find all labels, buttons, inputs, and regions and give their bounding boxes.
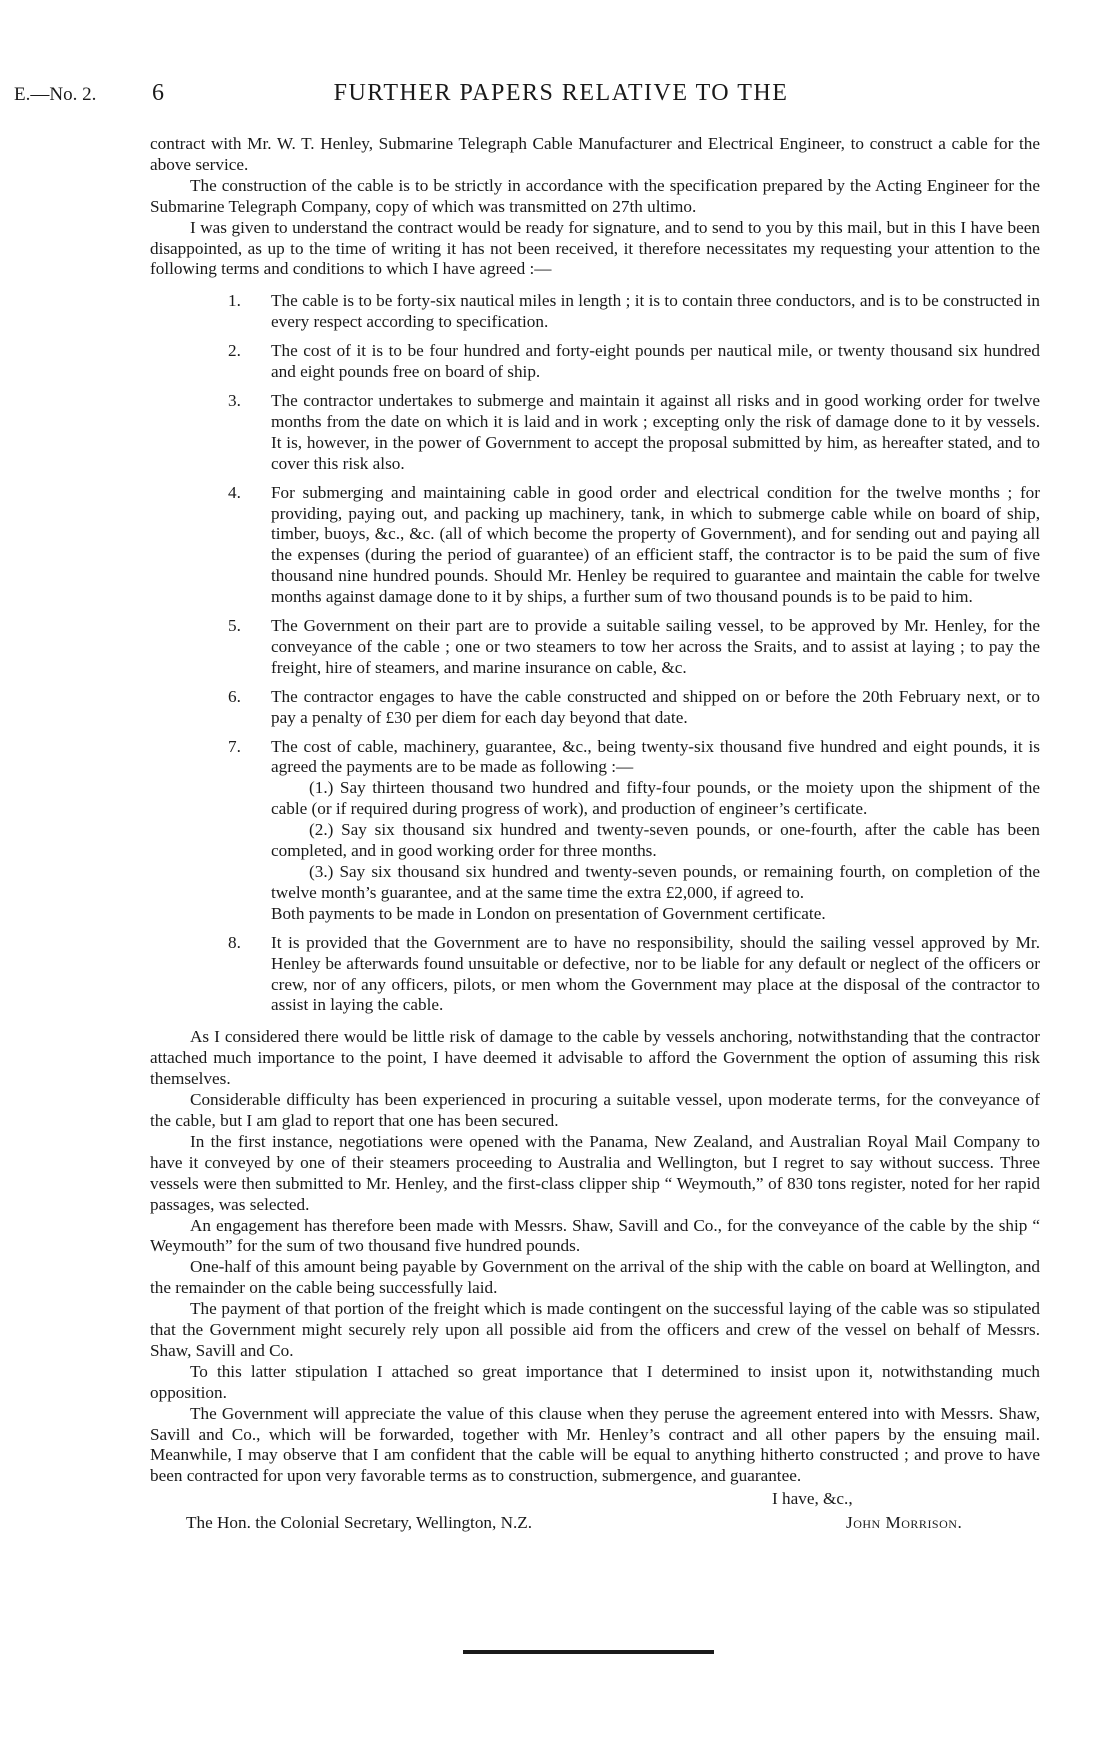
body-paragraph: In the first instance, negotiations were opened with the Panama, New Zealand, and Australian Royal Mail Company to have it conveyed by one of their steamers proceeding to Australia and Wellington, but I regret to say without success. Three vessels were then submitted to Mr. Henley, and the first-class clipper ship “ Weymouth,” of 830 tons register, noted for her rapid passages, was selected. — [150, 1131, 1040, 1214]
body-paragraph: As I considered there would be little risk of damage to the cable by vessels anchoring, notwithstanding that the contractor attached much importance to the point, I have deemed it advisable to afford the Government the option of assuming this risk themselves. — [150, 1027, 1040, 1089]
term-text: The cost of it is to be four hundred and forty-eight pounds per nautical mile, or twenty thousand six hundred and eight pounds free on board of ship. — [271, 341, 1040, 382]
term-item — [150, 483, 1040, 608]
body-paragraph: The Government will appreciate the value of this clause when they peruse the agreement entered into with Messrs. Shaw, Savill and Co., which will be forwarded, together with Mr. Henley’s contract and all other papers by the ensuing mail. Meanwhile, I may observe that I am confident that the cable will be equal to anything hitherto constructed ; and prove to have been contracted for upon very favorable terms as to construction, submergence, and guarantee. — [150, 1403, 1040, 1486]
term-number: 6. — [228, 686, 241, 706]
term-item — [150, 391, 1040, 475]
term-number: 3. — [228, 390, 241, 410]
term-item — [150, 933, 1040, 1017]
term-item — [150, 737, 1040, 925]
body-paragraph: To this latter stipulation I attached so great importance that I determined to insist upon it, notwithstanding much opposition. — [150, 1361, 1040, 1402]
term-text: The cost of cable, machinery, guarantee, &c., being twenty-six thousand five hundred and eight pounds, it is agreed the payments are to be made as following :— — [271, 736, 1040, 777]
signature: John Morrison. — [846, 1513, 963, 1533]
terms-list — [150, 291, 1040, 1016]
term-item — [150, 291, 1040, 333]
term-number: 7. — [228, 736, 241, 756]
body-paragraph: Considerable difficulty has been experienced in procuring a suitable vessel, upon moderate terms, for the conveyance of the cable, but I am glad to report that one has been secured. — [150, 1090, 1040, 1130]
payment-clause: (3.) Say six thousand six hundred and twenty-seven pounds, or remaining fourth, on completion of the twelve month’s guarantee, and at the same time the extra £2,000, if agreed to. — [271, 862, 1040, 902]
term-text: The Government on their part are to provide a suitable sailing vessel, to be approved by Mr. Henley, for the conveyance of the cable ; one or two steamers to tow her across the Sraits, and to assist at laying ; to pay the freight, hire of steamers, and marine insurance on cable, &c. — [271, 616, 1040, 677]
term-text: The contractor engages to have the cable constructed and shipped on or before the 20th February next, or to pay a penalty of £30 per diem for each day beyond that date. — [271, 686, 1040, 727]
body-paragraph: One-half of this amount being payable by Government on the arrival of the ship with the cable on board at Wellington, and the remainder on the cable being successfully laid. — [150, 1257, 1040, 1298]
term-number: 4. — [228, 482, 241, 502]
term-number: 5. — [228, 616, 241, 636]
term-item — [150, 616, 1040, 679]
term-item — [150, 687, 1040, 729]
term-text: For submerging and maintaining cable in good order and electrical condition for the twelve months ; for providing, paying out, and packing up machinery, tank, in which to submerge cable while on board of ship, timber, buoys, &c., &c. (all of which become the property of Government), and for sending out and paying all the expenses (during the period of guarantee) of an efficient staff, the contractor is to be paid the sum of five thousand nine hundred pounds. Should Mr. Henley be required to guarantee and maintain the cable for twelve months against damage done to it by ships, a further sum of two thousand pounds is to be paid to him. — [271, 482, 1040, 607]
term-number: 2. — [228, 341, 241, 361]
letter-closing — [150, 1489, 1040, 1535]
page-number: 6 — [152, 80, 164, 106]
term-item — [150, 341, 1040, 383]
payment-clause: (1.) Say thirteen thousand two hundred and fifty-four pounds, or the moiety upon the shipment of the cable (or if required during progress of work), and production of engineer’s certificate. — [271, 778, 1040, 819]
term-text: It is provided that the Government are to have no responsibility, should the sailing vessel approved by Mr. Henley be afterwards found unsuitable or defective, nor to be liable for any default or neglect of the officers or crew, nor of any officers, pilots, or men whom the Government may place at the disposal of the contractor to assist in laying the cable. — [271, 932, 1040, 1015]
page-header — [0, 80, 1114, 108]
term-text: The cable is to be forty-six nautical miles in length ; it is to contain three conductors, and is to be constructed in every respect according to specification. — [271, 291, 1040, 332]
term-number: 8. — [228, 932, 241, 952]
term-text: The contractor undertakes to submerge and maintain it against all risks and in good working order for twelve months from the date on which it is laid and in work ; excepting only the risk of damage done to it by vessels. It is, however, in the power of Government to accept the proposal submitted by him, as hereafter stated, and to cover this risk also. — [271, 390, 1040, 473]
intro-paragraph: I was given to understand the contract would be ready for signature, and to send to you by this mail, but in this I have been disappointed, as up to the time of writing it has not been received, it therefore necessitates my requesting your attention to the following terms and conditions to which I have agreed :— — [150, 217, 1040, 279]
salutation: I have, &c., — [772, 1489, 853, 1509]
addressee: The Hon. the Colonial Secretary, Wellington, N.Z. — [186, 1513, 533, 1533]
term-number: 1. — [228, 291, 241, 311]
body-paragraph: An engagement has therefore been made with Messrs. Shaw, Savill and Co., for the conveyance of the cable by the ship “ Weymouth” for the sum of two thousand five hundred pounds. — [150, 1215, 1040, 1256]
document-reference: E.—No. 2. — [14, 84, 97, 105]
payment-clause: (2.) Say six thousand six hundred and twenty-seven pounds, or one-fourth, after the cable has been completed, and in good working order for three months. — [271, 820, 1040, 861]
letter-body — [150, 134, 1040, 1535]
intro-paragraph: The construction of the cable is to be strictly in accordance with the specification prepared by the Acting Engineer for the Submarine Telegraph Company, copy of which was transmitted on 27th ultimo. — [150, 175, 1040, 216]
closing-rule — [463, 1650, 714, 1654]
body-paragraph: The payment of that portion of the freight which is made contingent on the successful laying of the cable was so stipulated that the Government might securely rely upon all possible aid from the officers and crew of the vessel on behalf of Messrs. Shaw, Savill and Co. — [150, 1299, 1040, 1360]
running-title: FURTHER PAPERS RELATIVE TO THE — [333, 80, 789, 106]
payment-note: Both payments to be made in London on presentation of Government certificate. — [271, 903, 826, 923]
intro-paragraph: contract with Mr. W. T. Henley, Submarine Telegraph Cable Manufacturer and Electrical Engineer, to construct a cable for the above service. — [150, 134, 1040, 174]
